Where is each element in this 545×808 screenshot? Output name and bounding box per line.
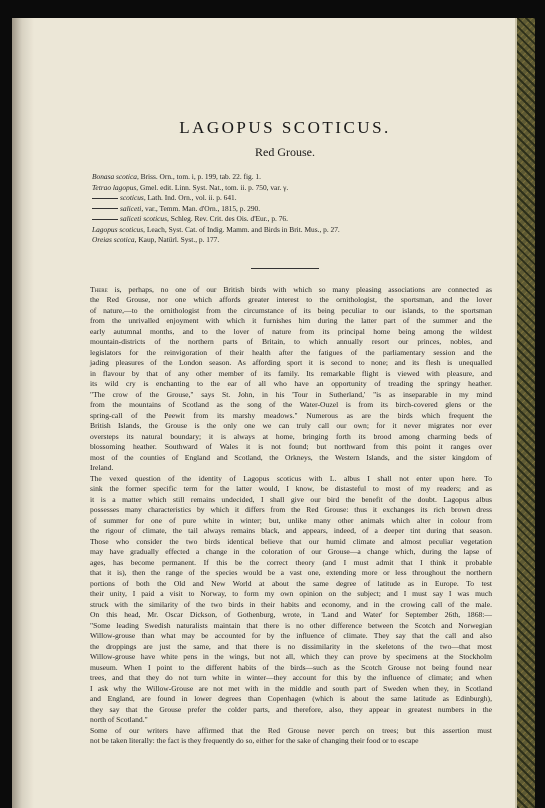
text-line-content: oversteps its natural boundary; it is always at home, bringing forth its brood among charming beds of	[90, 431, 492, 441]
text-line	[78, 663, 492, 674]
synonym-reference: , Schleg. Rev. Crit. des Ois. d'Eur., p. 76.	[167, 214, 288, 223]
text-line	[78, 537, 492, 548]
text-line-content: trees, and that they do not turn white in winter—they account for this by the influence of climate; and when	[90, 673, 492, 682]
text-line	[78, 316, 492, 327]
text-line	[78, 484, 492, 495]
synonym-name: saliceti	[120, 203, 142, 213]
page-gutter-shadow	[12, 18, 34, 808]
text-line-content: north of Scotland."	[90, 715, 148, 724]
text-line	[78, 568, 492, 579]
species-title: LAGOPUS SCOTICUS.	[179, 118, 391, 137]
synonym-reference: , Gmel. edit. Linn. Syst. Nat., tom. ii. p. 750, var. γ.	[136, 182, 289, 192]
synonym-reference: , Kaup, Natürl. Syst., p. 177.	[134, 235, 220, 244]
common-name: Red Grouse.	[255, 145, 315, 159]
text-line-content: their unity, I paid a visit to Norway, to form my own opinion on the subject; and I must say I was much	[90, 589, 492, 598]
text-line	[78, 463, 492, 474]
synonym-entry	[92, 193, 492, 204]
text-line	[78, 600, 492, 611]
synonym-name: Lagopus scoticus	[92, 224, 144, 234]
text-line	[78, 285, 492, 296]
marbled-binding-edge	[517, 18, 535, 808]
text-line-content: of nature,—to the ornithologist from the circumstance of its being peculiar to our islands, to the sportsman	[90, 305, 492, 315]
text-line	[78, 453, 492, 464]
text-line	[78, 306, 492, 317]
text-line	[78, 369, 492, 380]
text-line	[78, 652, 492, 663]
text-line	[78, 432, 492, 443]
text-line-content: jading pleasures of the London season. As affording sport it is second to none; and its flesh is unequalled	[90, 358, 492, 367]
text-line-content: ages, has become permanent. If this be the correct theory (and I must admit that I think it probable	[90, 557, 492, 567]
text-line	[78, 726, 492, 737]
page-content	[78, 118, 492, 747]
text-line	[78, 526, 492, 537]
text-line	[78, 348, 492, 359]
synonymy-list	[92, 172, 492, 246]
text-line	[78, 411, 492, 422]
ditto-dash	[92, 198, 118, 199]
text-line-content: not be taken literally: the fact is they frequently do so, either for the sake of changing their food or to escape	[90, 736, 419, 745]
text-line	[78, 295, 492, 306]
text-line-content: the Red Grouse, nor one which affords greater interest to the ornithologist, the sportsman, and the lover	[90, 295, 492, 304]
text-line-content: portions of both the Old and New World at about the same degree of latitude as in Europe. To test	[90, 578, 492, 588]
paragraph	[78, 474, 492, 726]
synonym-name: Bonasa scotica	[92, 172, 137, 181]
text-line-content: sink the former specific term for the latter would, I know, be distasteful to most of my readers; and as	[90, 484, 492, 493]
text-line	[78, 684, 492, 695]
text-line-content: of summer for one of pure white in winter; but, unlike many other animals which alter in colour from	[90, 515, 492, 525]
text-line	[78, 337, 492, 348]
text-line-content: most of the counties of England and Scotland, the Orkneys, the Western Islands, and the sister kingdom of	[90, 452, 492, 462]
text-line	[78, 673, 492, 684]
text-line-content: possesses many characteristics by which it differs from the Red Grouse: thus it exchanges its rich brown dress	[90, 505, 492, 514]
text-line	[78, 631, 492, 642]
synonym-reference: , var., Temm. Man. d'Orn., 1815, p. 290.	[141, 203, 261, 213]
text-line	[78, 400, 492, 411]
text-line-content: in flavour by that of any other member of its family. Its remarkable flight is viewed with pleasure, and	[90, 368, 492, 378]
text-line	[78, 579, 492, 590]
synonym-name: saliceti scoticus	[120, 214, 168, 223]
text-line	[78, 642, 492, 653]
text-line-content: legislators for the reinvigoration of their health after the fatigues of the parliamentary session and the	[90, 347, 492, 357]
synonym-entry	[92, 172, 492, 183]
drop-word: There	[90, 284, 108, 294]
text-line-content: the droppings are just the same, and that there is no dissimilarity in the skeletons of the two—that most	[90, 641, 492, 651]
paragraph	[78, 726, 492, 747]
text-line-content: Some of our writers have affirmed that the Red Grouse never perch on trees; but this assertion must	[90, 725, 492, 735]
text-line-content: the rigour of climate, the tail always remains black, and appears, indeed, of a deeper tint during that season.	[90, 526, 492, 535]
text-line-content: The vexed question of the identity of Lagopus scoticus with L. albus I shall not enter upon here. To	[90, 473, 492, 483]
text-line	[78, 495, 492, 506]
text-line	[78, 358, 492, 369]
text-line-content: Willow-grouse than what may be accounted for by the influence of climate. They say that the call and also	[90, 631, 492, 640]
text-line-content: its wild cry is enchanting to the ear of all who have an opportunity of treading the springy heather.	[90, 379, 492, 388]
text-line-content: blossoming heather. Southward of Wales it is not found; but northward from this point it ranges over	[90, 442, 492, 451]
text-line	[78, 442, 492, 453]
synonym-entry	[92, 214, 492, 225]
section-divider	[251, 268, 319, 269]
text-line	[78, 621, 492, 632]
text-line	[78, 736, 492, 747]
synonym-name: Tetrao lagopus	[92, 182, 137, 192]
text-line-content: British Islands, the Grouse is the only one we can truly call our own; for it never migrates nor ever	[90, 421, 492, 430]
synonym-reference: , Briss. Orn., tom. i, p. 199, tab. 22. fig. 1.	[136, 172, 261, 181]
text-line	[78, 505, 492, 516]
synonym-name: Oreias scotica	[92, 235, 135, 244]
paragraph	[78, 285, 492, 474]
text-line	[78, 547, 492, 558]
text-line-content: is, perhaps, no one of our British birds with which so many pleasing associations are connected as	[107, 284, 492, 294]
text-line	[78, 589, 492, 600]
synonym-reference: , Lath. Ind. Orn., vol. ii. p. 641.	[143, 193, 237, 202]
text-line	[78, 421, 492, 432]
synonym-entry	[92, 204, 492, 215]
text-line	[78, 705, 492, 716]
text-line-content: On this head, Mr. Oscar Dickson, of Gothenburg, wrote, in 'Land and Water' for September 26th, 1868:—	[90, 610, 492, 619]
text-line-content: early autumnal months, and to the lover of nature from its principal home being among the wildest	[90, 326, 492, 336]
text-line	[78, 474, 492, 485]
text-line-content: from the mountains of Scotland as the song of the Water-Ouzel is from its birch-covered glens or the	[90, 400, 492, 409]
ditto-dash	[92, 208, 118, 209]
text-line-content: museum. When I point to the different habits of the birds—such as the Scotch Grouse not being found near	[90, 662, 492, 672]
text-line	[78, 516, 492, 527]
ditto-dash	[92, 219, 118, 220]
synonym-entry	[92, 183, 492, 194]
text-line-content: they say that the Grouse prefer the colder parts, and therefore, also, they appear in greatest numbers in the	[90, 704, 492, 714]
text-line-content: spring-call of the Peewit from its marshy meadows." Numerous as are the birds which frequent the	[90, 410, 492, 420]
text-line-content: Ireland.	[90, 463, 114, 472]
text-line	[78, 379, 492, 390]
text-line-content: I ask why the Willow-Grouse are not met with in the middle and south part of Sweden when they, in Scotland	[90, 683, 492, 693]
synonym-reference: , Leach, Syst. Cat. of Indig. Mamm. and Birds in Brit. Mus., p. 27.	[143, 224, 340, 234]
text-line-content: "The crow of the Grouse," says St. John, in his 'Tour in Sutherland,' "is as inseparable in my mind	[90, 389, 492, 399]
text-line	[78, 327, 492, 338]
text-line-content: mountain-districts of the northern parts of Britain, to which annually resort our princes, nobles, and	[90, 337, 492, 346]
text-line-content: from the unrivalled enjoyment with which it furnishes him during the latter part of the summer and the	[90, 316, 492, 325]
article-body	[78, 285, 492, 747]
text-line-content: it is a matter which still remains undecided, I shall give our bird the benefit of the doubt. Lagopus albus	[90, 494, 492, 504]
text-line-content: may have gradually effected a change in the coloration of our Grouse—a change which, during the lapse of	[90, 547, 492, 556]
synonym-entry	[92, 235, 492, 246]
text-line	[78, 610, 492, 621]
synonym-name: scoticus	[120, 193, 144, 202]
text-line-content: and England, are found in lower degrees than Copenhagen (which is about the same latitude as Edinburgh),	[90, 694, 492, 703]
text-line-content: Willow-grouse have white pens in the wings, but not all, which they can prove by specimens at the Stockholm	[90, 652, 492, 661]
text-line-content: struck with the similarity of the two birds in their habits and economy, and in the crowing call of the male.	[90, 599, 492, 609]
text-line-content: that it is), then the range of the species would be a vast one, extending more or less throughout the northern	[90, 568, 492, 577]
text-line	[78, 694, 492, 705]
text-line	[78, 715, 492, 726]
text-line	[78, 558, 492, 569]
text-line-content: "Some leading Swedish naturalists maintain that there is no other difference between the Scotch and Norwegian	[90, 620, 492, 630]
text-line	[78, 390, 492, 401]
text-line-content: Those who consider the two birds identical believe that our humid climate and almost peculiar vegetation	[90, 536, 492, 546]
synonym-entry	[92, 225, 492, 236]
